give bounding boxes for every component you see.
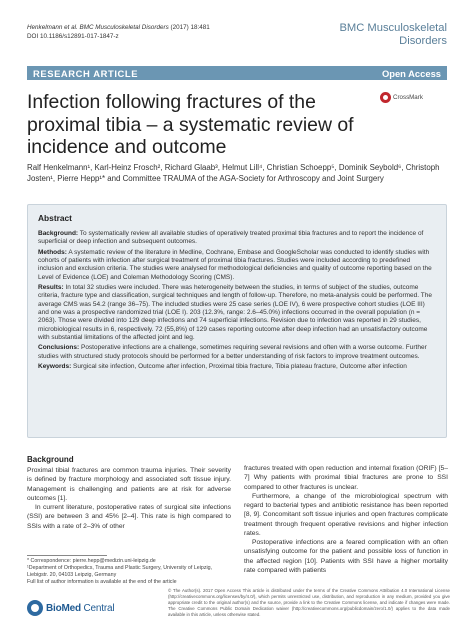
article-type: RESEARCH ARTICLE [33, 68, 139, 79]
body-paragraph: Furthermore, a change of the microbiological spectrum with regard to bacterial types and antibiotic resistance has been reported [8, 9]. Concomitant soft tissue injuries and open fractures complicate treatment through frequent operative revisions and higher infection rates. [244, 492, 448, 537]
publisher-name-rest: Central [80, 602, 115, 614]
correspondence-note: * Correspondence: pierre.hepp@medizin.uni-leipzig.de [27, 558, 156, 564]
citation-line [27, 24, 210, 33]
running-header [27, 24, 210, 41]
open-access-label: Open Access [381, 68, 441, 79]
body-column-right [244, 464, 448, 575]
abstract-keywords [38, 363, 436, 371]
crossmark-badge[interactable] [380, 91, 423, 103]
journal-name [339, 22, 447, 47]
license-text: © The Author(s). 2017 Open Access This article is distributed under the terms of the Creative Commons Attribution 4.0 International License (http://creativecommons.org/licenses/by/4.0/), which permits unrestricted use, distribution, and reproduction in any medium, provided you give appropriate credit to the original author(s) and the source, provide a link to the Creative Commons license, and indicate if changes were made. The Creative Commons Public Domain Dedication waiver (http://creativecommons.org/publicdomain/zero/1.0/) applies to the data made available in this article, unless otherwise stated. [168, 588, 450, 618]
publisher-logo [27, 600, 114, 616]
journal-name-line1: BMC Musculoskeletal [339, 22, 447, 34]
citation-journal: BMC Musculoskeletal Disorders [79, 24, 169, 31]
results-label: Results: [38, 284, 64, 292]
affiliation-note: ¹Department of Orthopedics, Trauma and Plastic Surgery, University of Leipzig, Liebigstr. 20, 04103 Leipzig, Germany [27, 565, 213, 578]
publisher-name [46, 603, 114, 614]
background-text: To systematically review all available studies of operatively treated proximal tibia fractures and to report the incidence of superficial or deep infection and subsequent outcomes. [38, 230, 424, 246]
background-label: Background: [38, 230, 79, 237]
crossmark-icon [380, 92, 391, 103]
article-type-band [27, 66, 447, 80]
body-paragraph: In current literature, postoperative rates of surgical site infections (SSI) are between 3 and 45% [2–4]. This rate is high compared to SSIs with a rate of 2–3% of other [27, 504, 231, 530]
keywords-label: Keywords: [38, 363, 72, 371]
results-text: In total 32 studies were included. There was heterogeneity between the studies, in terms of subject of the studies, outcome criteria, fracture type and classification, surgical techniques and length of follow-up. Therefore, no meta-analysis could be performed. The average CMS was 54.2 (range 36–75). The included studies were 25 case series (LOE IV), 6 were prospective cohort studies (LOE III) and one was a prospective randomized trial (LOE I). 203 (12.3%, range: 2.6–45.0%) infections occurred in the overall population (n = 2063). Those were divided into 129 deep infections and 74 superficial infections. Revision due to infection was reported in 29 studies, microbiological results in 6, respectively. 72 (55,8%) of 129 cases reporting outcome after deep infection had an unsatisfactory outcome with substantial limitations of the affected joint and leg. [38, 284, 432, 342]
body-paragraph: fractures treated with open reduction and internal fixation (ORIF) [5–7] Why patients with proximal tibial fractures are prone to SSI compared to other fractures is unclear. [244, 465, 448, 491]
doi: DOI 10.1186/s12891-017-1847-z [27, 32, 119, 40]
methods-label: Methods: [38, 248, 67, 256]
abstract-results [38, 284, 436, 342]
article-title: Infection following fractures of the proximal tibia – a systematic review of incidence and outcome [27, 91, 354, 158]
footnotes [27, 558, 231, 586]
body-paragraph: Proximal tibial fractures are common trauma injuries. Their severity is defined by fracture morphology and associated soft tissue injury. Management is challenging and patients are at risk for adverse outcomes [1]. [27, 467, 231, 502]
author-list: Ralf Henkelmann¹, Karl-Heinz Frosch², Richard Glaab³, Helmut Lill⁴, Christian Schoepp⁵, Dominik Seybold⁶, Christoph Josten¹, Pierre Hepp¹* and Committee TRAUMA of the AGA-Society for Arthroscopy and Joint Surgery [27, 163, 440, 184]
abstract-conclusions [38, 344, 436, 361]
abstract-heading: Abstract [38, 213, 72, 223]
footnote-divider [27, 555, 107, 556]
keywords-text: Surgical site infection, Outcome after infection, Proximal tibia fracture, Tibia plateau fracture, Outcome after infection [71, 363, 407, 371]
citation-authors: Henkelmann et al. [27, 24, 78, 31]
crossmark-label: CrossMark [393, 93, 423, 101]
abstract-box [27, 204, 447, 438]
abstract-methods [38, 249, 436, 282]
conclusions-label: Conclusions: [38, 344, 80, 352]
biomed-central-icon [27, 600, 43, 616]
abstract-background [38, 230, 436, 247]
journal-name-line2: Disorders [399, 34, 447, 47]
background-heading: Background [27, 455, 74, 464]
author-info-note: Full list of author information is available at the end of the article [27, 579, 177, 585]
body-column-left [27, 455, 231, 531]
methods-text: A systematic review of the literature in Medline, Cochrane, Embase and GoogleScholar was conducted to identify studies with cohorts of patients with infection after surgical treatment of proximal tibia fractures. Studies were included according to predefined inclusion and exclusion criteria. The studies were analysed for methodological deficiencies and quality of outcome reporting based on the Level of Evidence (LOE) and Coleman Methodology Scoring (CMS). [38, 248, 432, 281]
body-paragraph: Postoperative infections are a feared complication with an often unsatisfying outcome for the patient and possible loss of function in the affected region [10]. Patients with SSI have a higher mortality rate compared with patients [244, 539, 448, 574]
conclusions-text: Postoperative infections are a challenge, sometimes requiring several revisions and often with a worse outcome. Further studies with structured study protocols should be performed for a better understanding of risk factors to improve treatment outcomes. [38, 344, 427, 360]
publisher-name-bold: BioMed [46, 602, 81, 614]
citation-rest: (2017) 18:481 [168, 24, 210, 31]
